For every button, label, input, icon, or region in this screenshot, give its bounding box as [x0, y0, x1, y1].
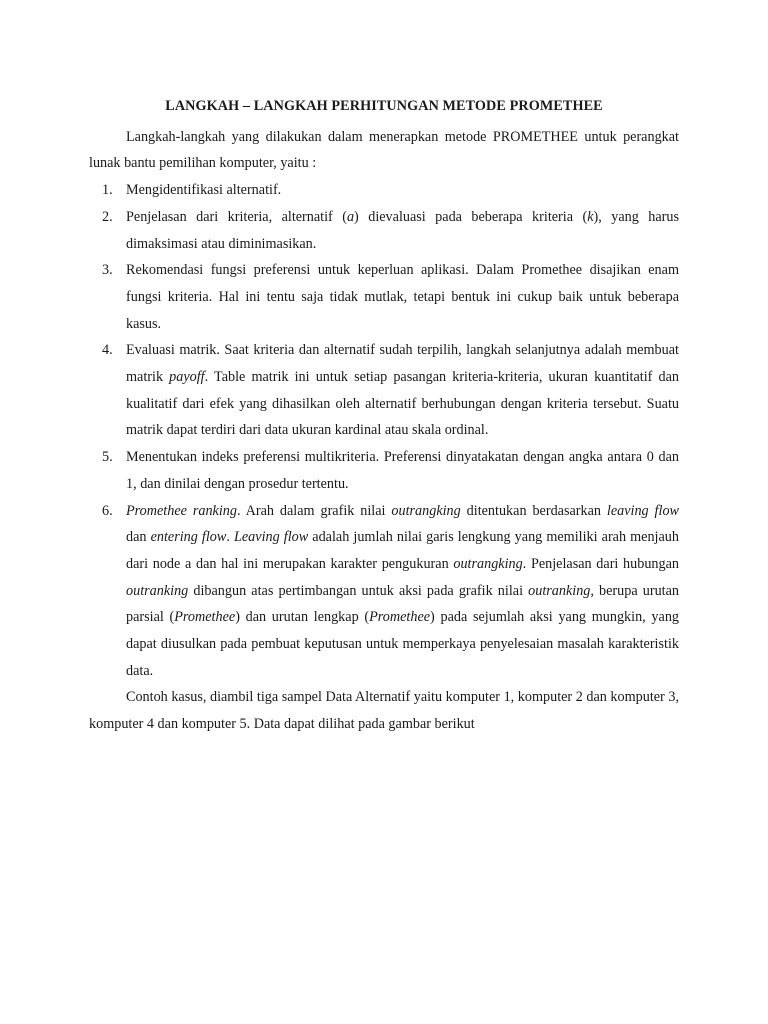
- list-item-text: dibangun atas pertimbangan untuk aksi pada grafik nilai: [188, 582, 529, 599]
- italic-term: payoff: [169, 369, 205, 386]
- italic-term: outranking: [126, 582, 189, 599]
- list-item-text: Mengidentifikasi alternatif.: [126, 182, 282, 199]
- list-item-text: dan: [126, 529, 151, 546]
- list-item: [89, 257, 679, 337]
- list-item-text: ) dan urutan lengkap (: [235, 609, 370, 626]
- italic-term: entering flow: [150, 529, 227, 546]
- list-item-text: . Arah dalam grafik nilai: [236, 502, 392, 519]
- list-item-text: ) dievaluasi pada beberapa kriteria (: [354, 208, 588, 225]
- list-item-number: 3.: [102, 262, 113, 279]
- document-page: [89, 93, 679, 738]
- italic-term: leaving flow: [606, 502, 679, 519]
- list-item: [89, 204, 679, 257]
- italic-term: outrangking: [453, 555, 523, 572]
- list-item-text: .: [226, 529, 234, 546]
- list-item-text: ), yang harus dimaksimasi atau diminimasikan.: [126, 208, 679, 252]
- list-item-text: ) pada sejumlah aksi yang mungkin, yang dapat diusulkan pada pembuat keputusan untuk memperkaya penyelesaian masalah karakteristik data.: [126, 609, 680, 679]
- list-item-number: 1.: [102, 182, 113, 199]
- intro-paragraph: Langkah-langkah yang dilakukan dalam menerapkan metode PROMETHEE untuk perangkat lunak bantu pemilihan komputer, yaitu :: [89, 128, 679, 172]
- list-item-text: ditentukan berdasarkan: [460, 502, 607, 519]
- list-item-number: 5.: [102, 449, 113, 466]
- italic-term: outrangking: [391, 502, 461, 519]
- list-item-text: Penjelasan dari kriteria, alternatif (: [126, 208, 347, 225]
- list-item: [89, 177, 679, 204]
- list-item-text: adalah jumlah nilai garis lengkung yang memiliki arah menjauh dari node a dan hal ini merupakan karakter pengukuran: [126, 529, 679, 572]
- list-item-number: 4.: [102, 342, 113, 359]
- italic-term: outranking: [528, 582, 591, 599]
- italic-term: Promethee: [369, 609, 431, 626]
- italic-term: a: [346, 208, 355, 225]
- list-item-text: , berupa urutan parsial (: [126, 582, 679, 626]
- list-item: [89, 444, 679, 497]
- steps-list: [89, 177, 679, 684]
- list-item-text: . Penjelasan dari hubungan: [522, 555, 679, 572]
- list-item-text: . Table matrik ini untuk setiap pasangan kriteria-kriteria, ukuran kuantitatif dan kualitatif dari efek yang dihasilkan oleh alternatif berhubungan dengan kriteria tersebut. Suatu matrik dapat terdiri dari data ukuran kardinal atau skala ordinal.: [126, 369, 679, 439]
- italic-term: k: [587, 208, 594, 225]
- list-item-number: 2.: [102, 208, 113, 225]
- list-item-text: Rekomendasi fungsi preferensi untuk keperluan aplikasi. Dalam Promethee disajikan enam fungsi kriteria. Hal ini tentu saja tidak mutlak, tetapi bentuk ini cukup baik untuk beberapa kasus.: [126, 262, 679, 332]
- closing-paragraph: Contoh kasus, diambil tiga sampel Data Alternatif yaitu komputer 1, komputer 2 dan komputer 3, komputer 4 dan komputer 5. Data dapat dilihat pada gambar berikut: [89, 689, 679, 733]
- list-item-number: 6.: [102, 502, 113, 519]
- list-item-text: Evaluasi matrik. Saat kriteria dan alternatif sudah terpilih, langkah selanjutnya adalah membuat matrik: [126, 342, 679, 386]
- italic-term: Leaving flow: [233, 529, 309, 546]
- italic-term: Promethee ranking: [126, 502, 237, 519]
- list-item-text: Menentukan indeks preferensi multikriteria. Preferensi dinyatakatan dengan angka antara 0 dan 1, dan dinilai dengan prosedur tertentu.: [126, 449, 679, 492]
- document-title: LANGKAH – LANGKAH PERHITUNGAN METODE PROMETHEE: [165, 98, 603, 114]
- list-item: [89, 498, 679, 685]
- italic-term: Promethee: [174, 609, 236, 626]
- list-item: [89, 337, 679, 444]
